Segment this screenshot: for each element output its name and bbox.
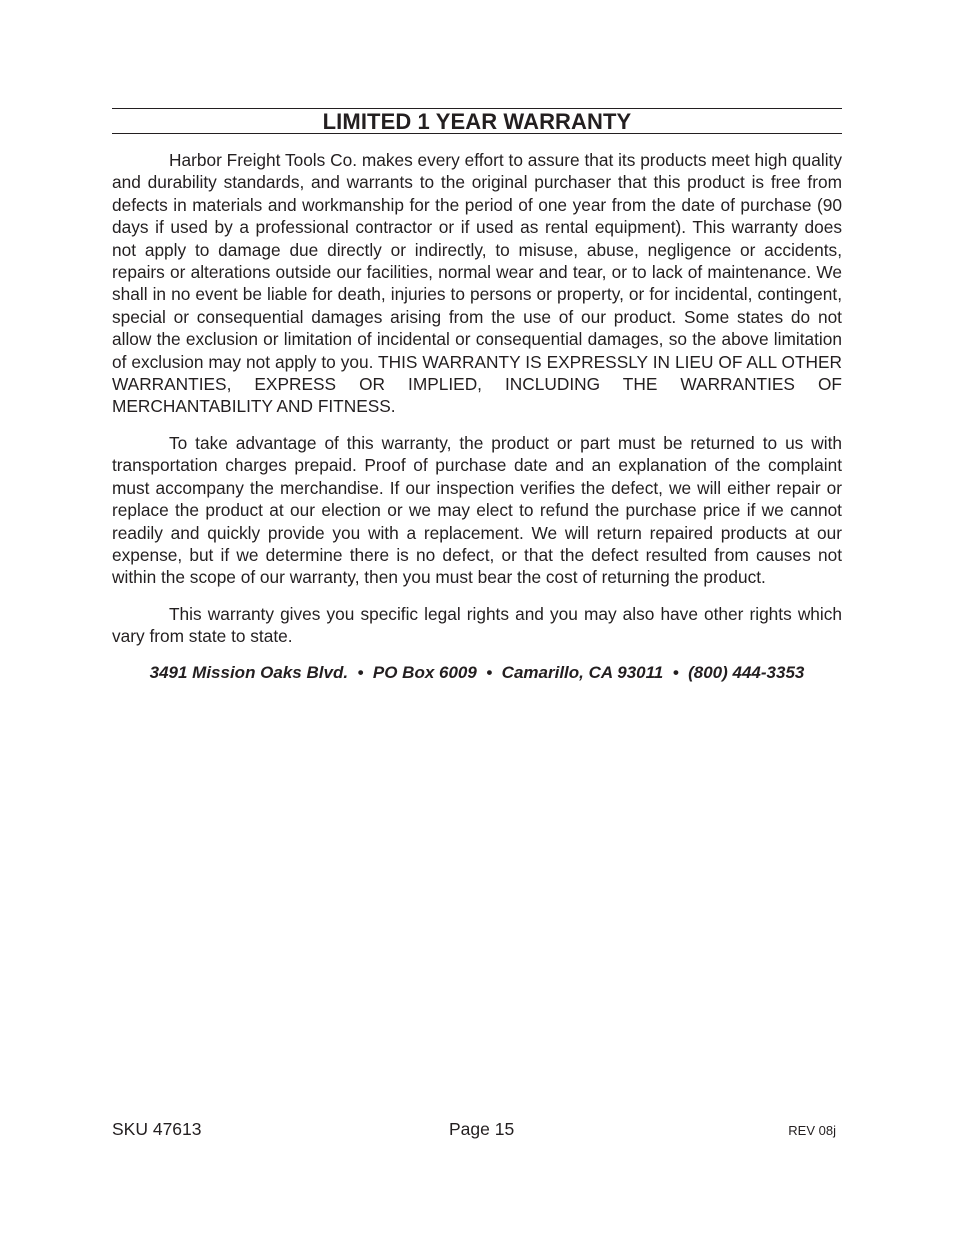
warranty-section: [112, 108, 842, 684]
page-footer: [112, 1119, 842, 1143]
page-title: LIMITED 1 YEAR WARRANTY: [322, 109, 632, 134]
title-bar: [112, 108, 842, 134]
company-address: 3491 Mission Oaks Blvd. • PO Box 6009 • Camarillo, CA 93011 • (800) 444-3353: [149, 662, 805, 682]
footer-sku: SKU 47613: [112, 1119, 202, 1139]
warranty-paragraph-rights: This warranty gives you specific legal rights and you may also have other rights which vary from state to state.: [112, 603, 842, 647]
footer-page-number: Page 15: [449, 1119, 515, 1139]
footer-revision: REV 08j: [788, 1123, 836, 1138]
warranty-paragraph-claims: To take advantage of this warranty, the product or part must be returned to us with transportation charges prepaid. Proof of purchase date and an explanation of the complaint must accompany the merchandise. If our inspection verifies the defect, we will either repair or replace the product at our election or we may elect to refund the purchase price if we cannot readily and quickly provide you with a replacement. We will return repaired products at our expense, but if we determine there is no defect, or that the defect resulted from causes not within the scope of our warranty, then you must bear the cost of returning the product.: [112, 432, 842, 588]
warranty-paragraph-coverage: Harbor Freight Tools Co. makes every effort to assure that its products meet high quality and durability standards, and warrants to the original purchaser that this product is free from defects in materials and workmanship for the period of one year from the date of purchase (90 days if used by a professional contractor or if used as rental equipment). This warranty does not apply to damage due directly or indirectly, to misuse, abuse, negligence or accidents, repairs or alterations outside our facilities, normal wear and tear, or to lack of maintenance. We shall in no event be liable for death, injuries to persons or property, or for incidental, contingent, special or consequential damages arising from the use of our product. Some states do not allow the exclusion or limitation of incidental or consequential damages, so the above limitation of exclusion may not apply to you. THIS WARRANTY IS EXPRESSLY IN LIEU OF ALL OTHER WARRANTIES, EXPRESS OR IMPLIED, INCLUDING THE WARRANTIES OF MERCHANTABILITY AND FITNESS.: [112, 150, 842, 417]
